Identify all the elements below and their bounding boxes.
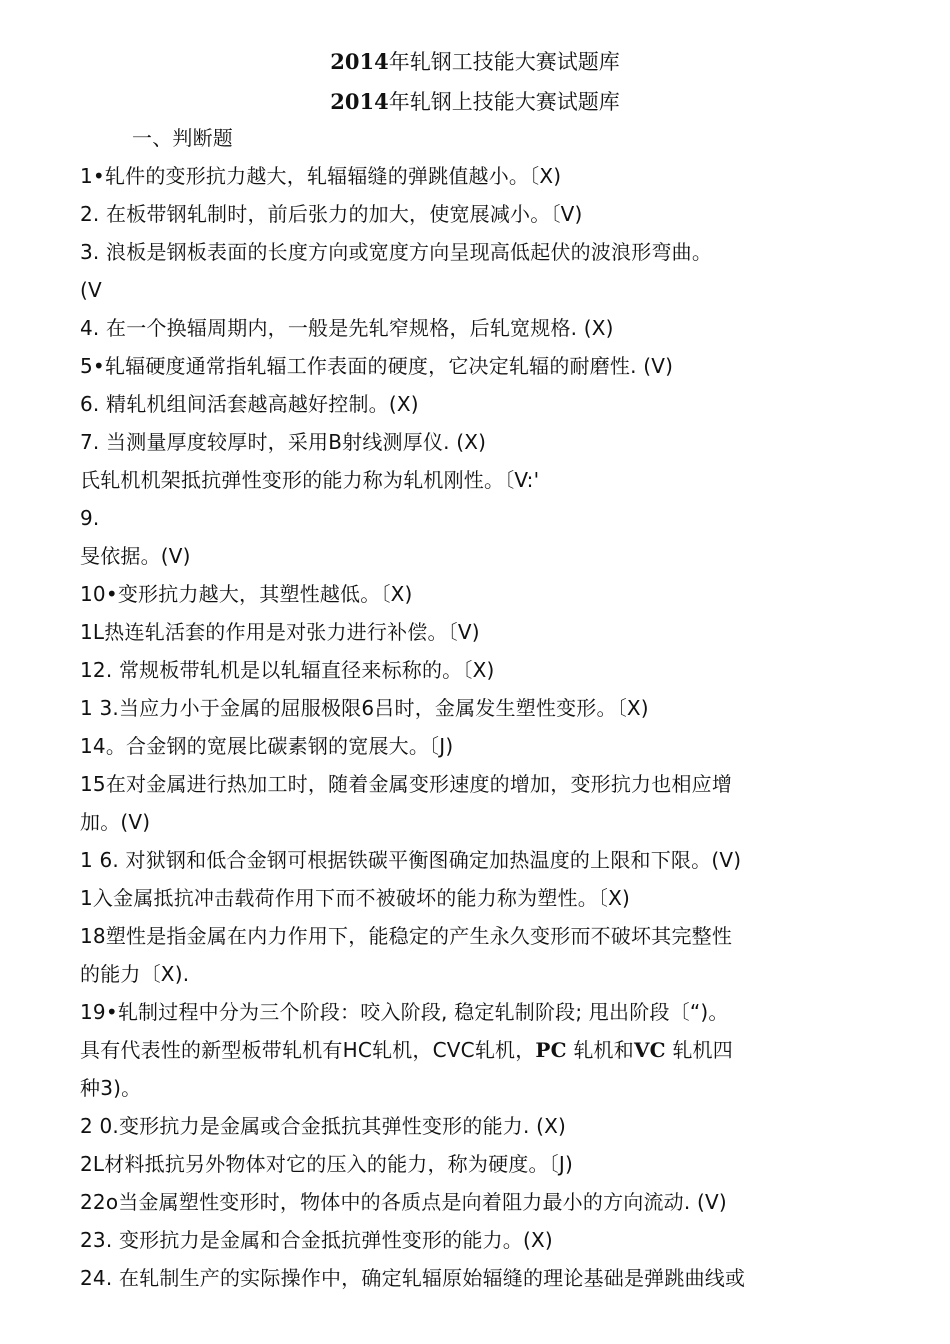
question-line: (V bbox=[80, 278, 102, 302]
question-line: 2L材料抵抗另外物体对它的压入的能力，称为硬度。〔J) bbox=[80, 1152, 573, 1176]
question-line: 22o当金属塑性变形时，物体中的各质点是向着阻力最小的方向流动. (V) bbox=[80, 1190, 727, 1214]
question-line: 加。(V) bbox=[80, 810, 151, 834]
line-part-vc: VC bbox=[633, 1038, 666, 1062]
question-line: 1•轧件的变形抗力越大，轧辐辐缝的弹跳值越小。〔X) bbox=[80, 164, 562, 188]
subtitle-year: 2014 bbox=[330, 89, 389, 114]
question-line: 24. 在轧制生产的实际操作中，确定轧辐原始辐缝的理论基础是弹跳曲线或 bbox=[80, 1266, 746, 1290]
question-line: 7. 当测量厚度较厚时，采用B射线测厚仪. (X) bbox=[80, 430, 487, 454]
line-part-pc: PC bbox=[535, 1038, 567, 1062]
question-line: 23. 变形抗力是金属和合金抵抗弹性变形的能力。(X) bbox=[80, 1228, 553, 1252]
line-part: 轧机和 bbox=[566, 1038, 634, 1062]
line-part: 具有代表性的新型板带轧机有HC轧机，CVC轧机， bbox=[80, 1038, 536, 1062]
question-line: 2. 在板带钢轧制时，前后张力的加大，使宽展减小。〔V) bbox=[80, 202, 583, 226]
question-line: 4. 在一个换辐周期内，一般是先轧窄规格，后轧宽规格. (X) bbox=[80, 316, 614, 340]
question-line: 5•轧辐硬度通常指轧辐工作表面的硬度，它决定轧辐的耐磨性. (V) bbox=[80, 354, 674, 378]
question-line: 种3)。 bbox=[80, 1076, 142, 1100]
question-line: 12. 常规板带轧机是以轧辐直径来标称的。〔X) bbox=[80, 658, 495, 682]
question-line: 1L热连轧活套的作用是对张力进行补偿。〔V) bbox=[80, 620, 480, 644]
question-line: 1 3.当应力小于金属的屈服极限6吕时，金属发生塑性变形。〔X) bbox=[80, 696, 649, 720]
title-text: 年轧钢工技能大赛试题库 bbox=[388, 50, 620, 74]
question-line: 的能力〔X). bbox=[80, 962, 190, 986]
document-title bbox=[0, 48, 950, 76]
question-line: 9. bbox=[80, 506, 100, 530]
question-line-mixed bbox=[80, 1036, 880, 1064]
subtitle-text: 年轧钢上技能大赛试题库 bbox=[388, 90, 620, 114]
title-year: 2014 bbox=[330, 49, 389, 74]
question-line: 14。合金钢的宽展比碳素钢的宽展大。〔J) bbox=[80, 734, 454, 758]
question-line: 18塑性是指金属在内力作用下，能稳定的产生永久变形而不破坏其完整性 bbox=[80, 924, 733, 948]
question-line: 旻依据。(V) bbox=[80, 544, 191, 568]
question-line: 6. 精轧机组间活套越高越好控制。(X) bbox=[80, 392, 419, 416]
question-line: 2 0.变形抗力是金属或合金抵抗其弹性变形的能力. (X) bbox=[80, 1114, 566, 1138]
question-line: 15在对金属进行热加工时，随着金属变形速度的增加，变形抗力也相应增 bbox=[80, 772, 733, 796]
question-line: 1入金属抵抗冲击载荷作用下而不被破坏的能力称为塑性。〔X) bbox=[80, 886, 631, 910]
question-line: 氏轧机机架抵抗弹性变形的能力称为轧机刚性。〔V:' bbox=[80, 468, 540, 492]
line-part: 轧机四 bbox=[665, 1038, 733, 1062]
question-line: 19•轧制过程中分为三个阶段：咬入阶段, 稳定轧制阶段; 甩出阶段〔“)。 bbox=[80, 1000, 729, 1024]
question-line: 3. 浪板是钢板表面的长度方向或宽度方向呈现高低起伏的波浪形弯曲。 bbox=[80, 240, 713, 264]
question-line: 10•变形抗力越大，其塑性越低。〔X) bbox=[80, 582, 413, 606]
question-line: 1 6. 对狱钢和低合金钢可根据铁碳平衡图确定加热温度的上限和下限。(V) bbox=[80, 848, 742, 872]
section-heading: 一、判断题 bbox=[132, 126, 233, 150]
document-subtitle bbox=[0, 88, 950, 116]
